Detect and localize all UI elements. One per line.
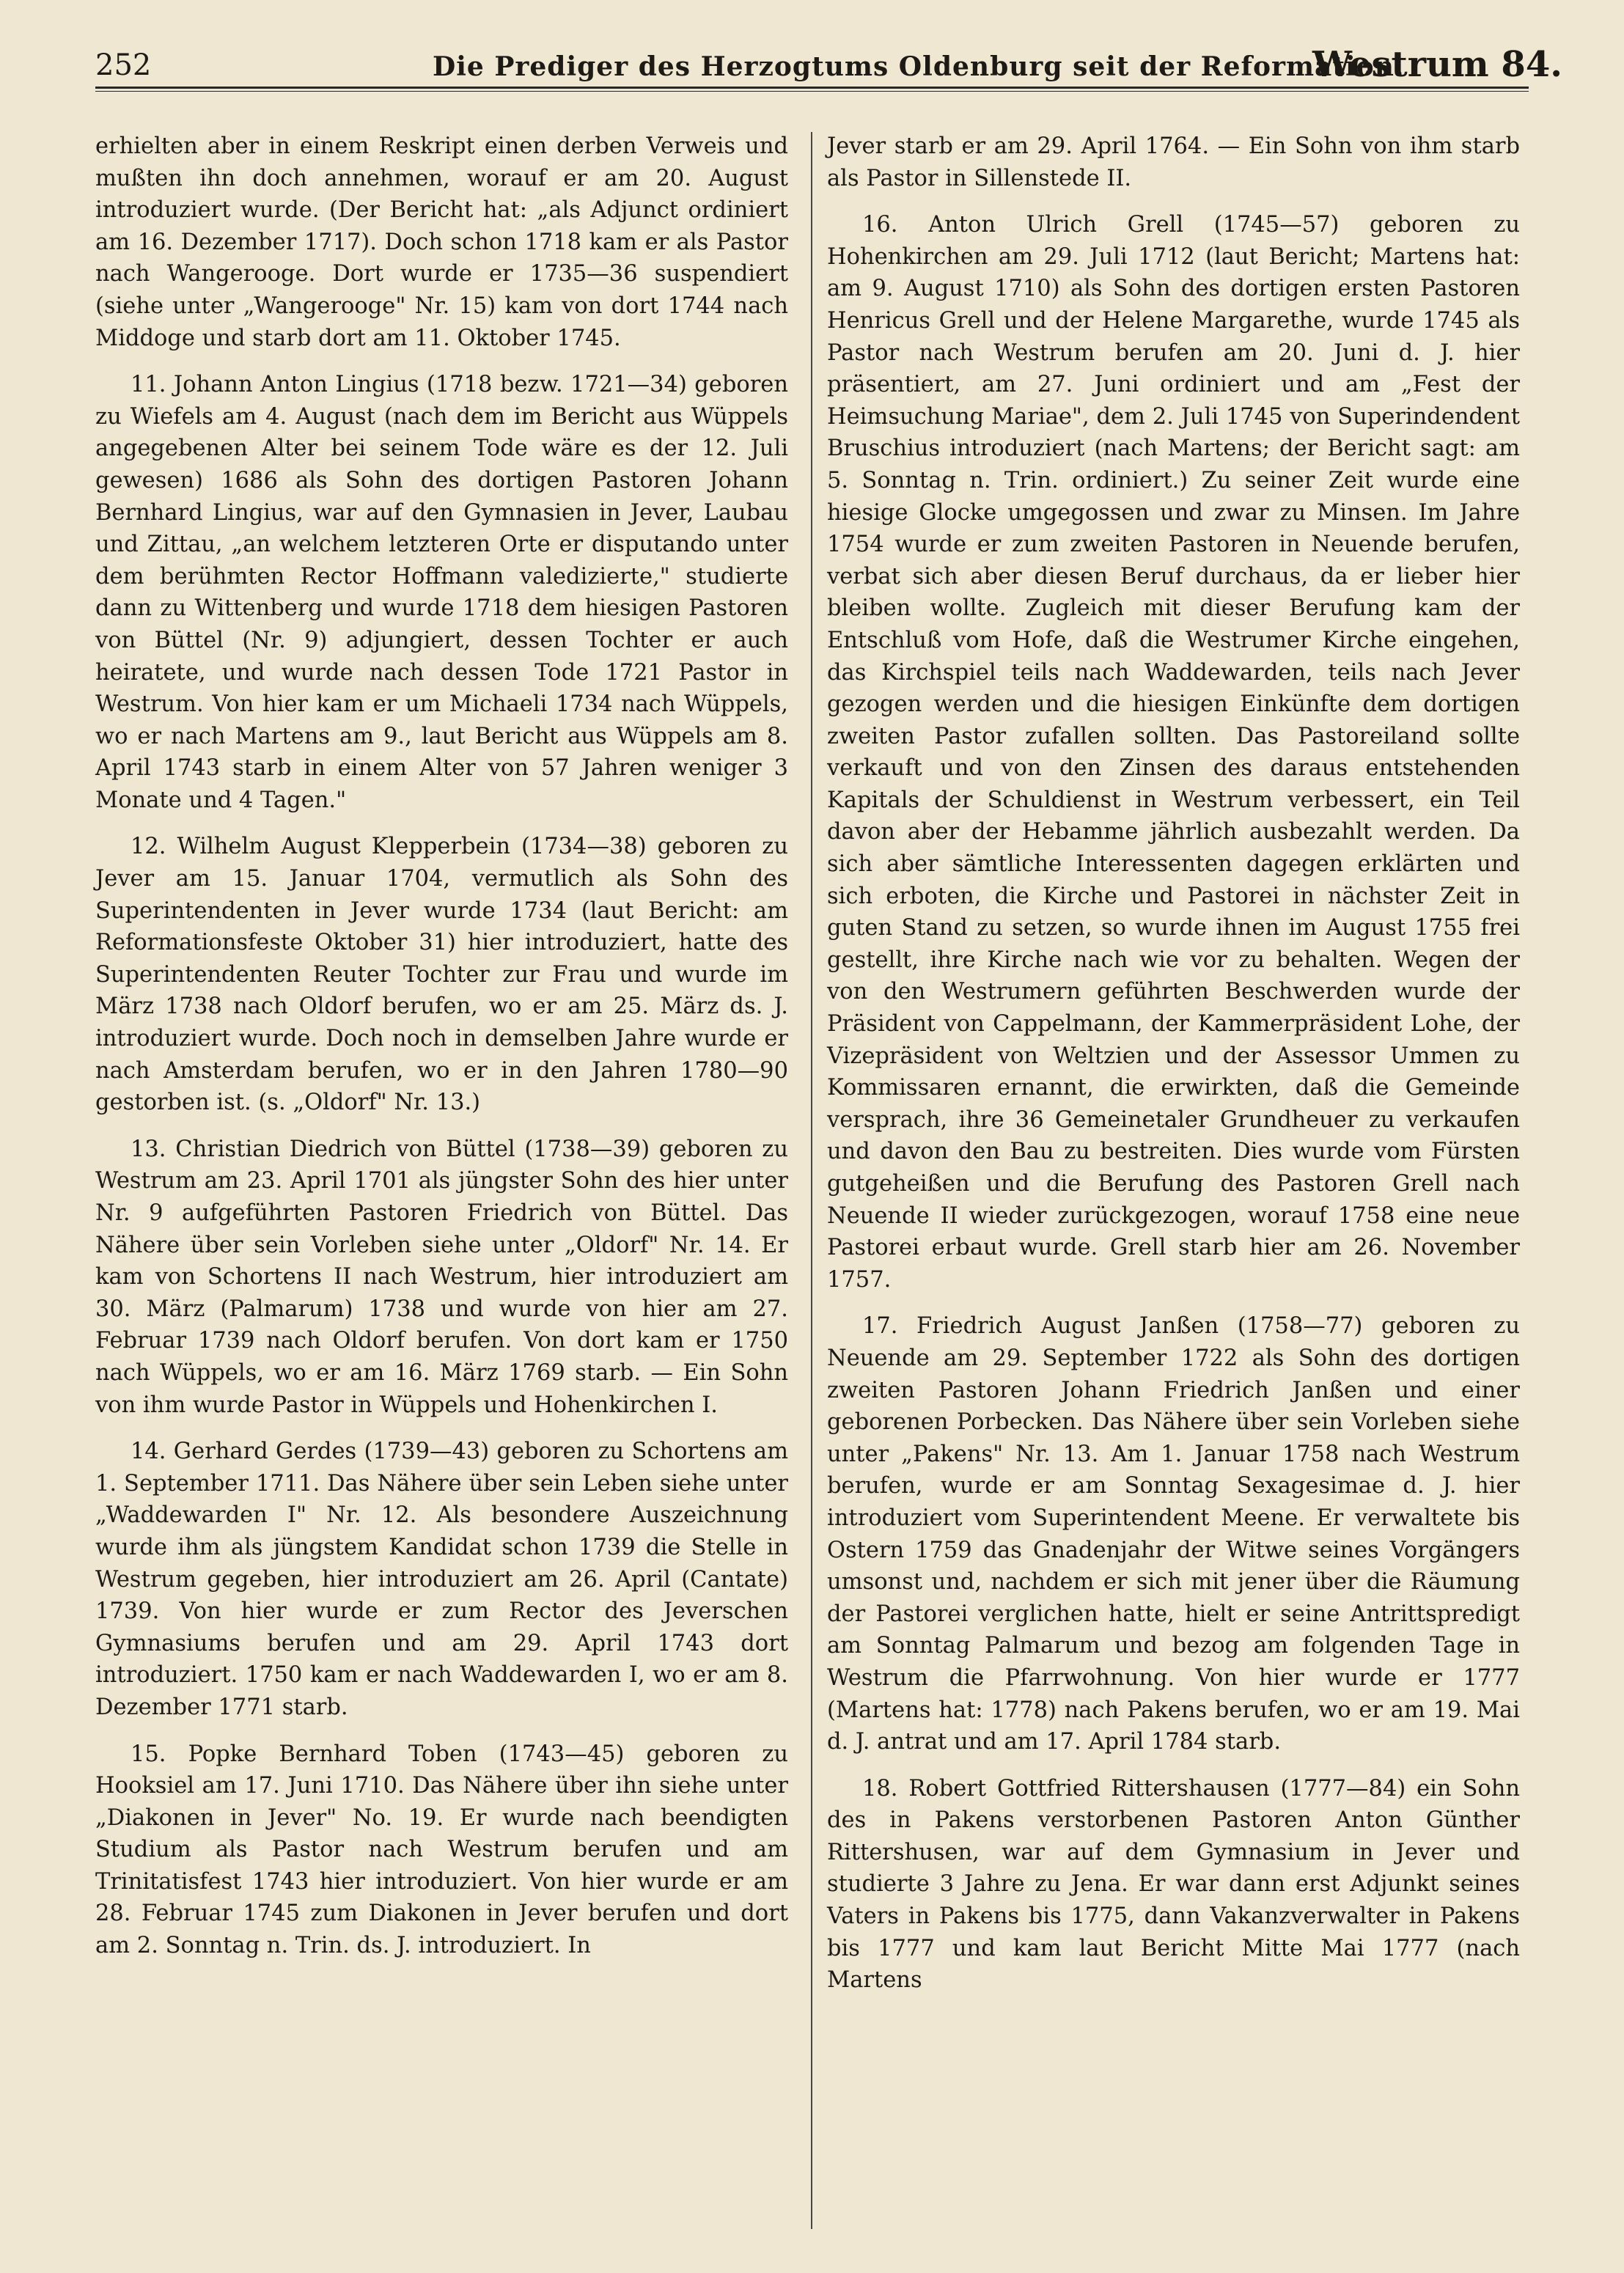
page-number: 252: [95, 48, 152, 82]
right-column: [827, 131, 1520, 1997]
header-rule-thin: [95, 91, 1529, 92]
entry-17: 17. Friedrich August Janßen (1758—77) geboren zu Neuende am 29. September 1722 als Sohn des dortigen zweiten Pastoren Johann Friedrich Janßen und einer geborenen Porbecken. Das Nähere über sein Vorleben siehe unter „Pakens" Nr. 13. Am 1. Januar 1758 nach Westrum berufen, wurde er am Sonntag Sexagesimae d. J. hier introduziert vom Superintendent Meene. Er verwaltete bis Ostern 1759 das Gnadenjahr der Witwe seines Vorgängers umsonst und, nachdem er sich mit jener über die Räumung der Pastorei verglichen hatte, hielt er seine Antrittspredigt am Sonntag Palmarum und bezog am folgenden Tage in Westrum die Pfarrwohnung. Von hier wurde er 1777 (Martens hat: 1778) nach Pakens berufen, wo er am 19. Mai d. J. antrat und am 17. April 1784 starb.: [827, 1313, 1520, 1755]
entry-13: 13. Christian Diedrich von Büttel (1738—39) geboren zu Westrum am 23. April 1701 als jüngster Sohn des hier unter Nr. 9 aufgeführten Pastoren Friedrich von Büttel. Das Nähere über sein Vorleben siehe unter „Oldorf" Nr. 14. Er kam von Schortens II nach Westrum, hier introduziert am 30. März (Palmarum) 1738 und wurde von hier am 27. Februar 1739 nach Oldorf berufen. Von dort kam er 1750 nach Wüppels, wo er am 16. März 1769 starb. — Ein Sohn von ihm wurde Pastor in Wüppels und Hohenkirchen I.: [95, 1136, 788, 1418]
entry-12: 12. Wilhelm August Klepperbein (1734—38) geboren zu Jever am 15. Januar 1704, vermutlich als Sohn des Superintendenten in Jever wurde 1734 (laut Bericht: am Reformationsfeste Oktober 31) hier introduziert, hatte des Superintendenten Reuter Tochter zur Frau und wurde im März 1738 nach Oldorf berufen, wo er am 25. März ds. J. introduziert wurde. Doch noch in demselben Jahre wurde er nach Amsterdam berufen, wo er in den Jahren 1780—90 gestorben ist. (s. „Oldorf" Nr. 13.): [95, 834, 788, 1116]
entry-15: 15. Popke Bernhard Toben (1743—45) geboren zu Hooksiel am 17. Juni 1710. Das Nähere über ihn siehe unter „Diakonen in Jever" No. 19. Er wurde nach beendigten Studium als Pastor nach Westrum berufen und am Trinitatisfest 1743 hier introduziert. Von hier wurde er am 28. Februar 1745 zum Diakonen in Jever berufen und dort am 2. Sonntag n. Trin. ds. J. introduziert. In: [95, 1741, 788, 1959]
entry-14: 14. Gerhard Gerdes (1739—43) geboren zu Schortens am 1. September 1711. Das Nähere über sein Leben siehe unter „Waddewarden I" Nr. 12. Als besondere Auszeichnung wurde ihm als jüngstem Kandidat schon 1739 die Stelle in Westrum gegeben, hier introduziert am 26. April (Cantate) 1739. Von hier wurde er zum Rector des Jeverschen Gymnasiums berufen und am 29. April 1743 dort introduziert. 1750 kam er nach Waddewarden I, wo er am 8. Dezember 1771 starb.: [95, 1439, 788, 1720]
entry-15-continuation: Jever starb er am 29. April 1764. — Ein Sohn von ihm starb als Pastor in Sillenstede II.: [827, 133, 1520, 191]
page-title: Die Prediger des Herzogtums Oldenburg seit der Reformation.: [433, 51, 1405, 82]
left-column: [95, 131, 788, 1962]
entry-11: 11. Johann Anton Lingius (1718 bezw. 1721—34) geboren zu Wiefels am 4. August (nach dem im Bericht aus Wüppels angegebenen Alter bei seinem Tode wäre es der 12. Juli gewesen) 1686 als Sohn des dortigen Pastoren Johann Bernhard Lingius, war auf den Gymnasien in Jever, Laubau und Zittau, „an welchem letzteren Orte er disputando unter dem berühmten Rector Hoffmann valedizierte," studierte dann zu Wittenberg und wurde 1718 dem hiesigen Pastoren von Büttel (Nr. 9) adjungiert, dessen Tochter er auch heiratete, und wurde nach dessen Tode 1721 Pastor in Westrum. Von hier kam er um Michaeli 1734 nach Wüppels, wo er nach Martens am 9., laut Bericht aus Wüppels am 8. April 1743 starb in einem Alter von 57 Jahren weniger 3 Monate und 4 Tagen.": [95, 372, 788, 813]
paragraph-continuation: erhielten aber in einem Reskript einen derben Verweis und mußten ihn doch annehmen, worauf er am 20. August introduziert wurde. (Der Bericht hat: „als Adjunct ordiniert am 16. Dezember 1717). Doch schon 1718 kam er als Pastor nach Wangerooge. Dort wurde er 1735—36 suspendiert (siehe unter „Wangerooge" Nr. 15) kam von dort 1744 nach Middoge und starb dort am 11. Oktober 1745.: [95, 133, 788, 351]
column-separator: [811, 132, 812, 2229]
entry-16: 16. Anton Ulrich Grell (1745—57) geboren zu Hohenkirchen am 29. Juli 1712 (laut Bericht; Martens hat: am 9. August 1710) als Sohn des dortigen ersten Pastoren Henricus Grell und der Helene Margarethe, wurde 1745 als Pastor nach Westrum berufen am 20. Juni d. J. hier präsentiert, am 27. Juni ordiniert und am „Fest der Heimsuchung Mariae", dem 2. Juli 1745 von Superindendent Bruschius introduziert (nach Martens; der Bericht sagt: am 5. Sonntag n. Trin. ordiniert.) Zu seiner Zeit wurde eine hiesige Glocke umgegossen und zwar zu Minsen. Im Jahre 1754 wurde er zum zweiten Pastoren in Neuende berufen, verbat sich aber diesen Beruf durchaus, da er lieber hier bleiben wollte. Zugleich mit dieser Berufung kam der Entschluß vom Hofe, daß die Westrumer Kirche eingehen, das Kirchspiel teils nach Waddewarden, teils nach Jever gezogen werden und die hiesigen Einkünfte dem dortigen zweiten Pastor zufallen sollten. Das Pastoreiland sollte verkauft und von den Zinsen des daraus entstehenden Kapitals der Schuldienst in Westrum verbessert, ein Teil davon aber der Hebamme jährlich ausbezahlt werden. Da sich aber sämtliche Interessenten dagegen erklärten und sich erboten, die Kirche und Pastorei in nächster Zeit in guten Stand zu setzen, so wurde ihnen im August 1755 frei gestellt, ihre Kirche nach wie vor zu behalten. Wegen der von den Westrumern geführten Beschwerden wurde der Präsident von Cappelmann, der Kammerpräsident Lohe, der Vizepräsident von Weltzien und der Assessor Ummen zu Kommissaren ernannt, die erwirkten, daß die Gemeinde versprach, ihre 36 Gemeinetaler Grundheuer zu verkaufen und davon den Bau zu bestreiten. Dies wurde vom Fürsten gutgeheißen und die Berufung des Pastoren Grell nach Neuende II wieder zurückgezogen, worauf 1758 eine neue Pastorei erbaut wurde. Grell starb hier am 26. November 1757.: [827, 212, 1520, 1293]
entry-18: 18. Robert Gottfried Rittershausen (1777—84) ein Sohn des in Pakens verstorbenen Pastoren Anton Günther Rittershusen, war auf dem Gymnasium in Jever und studierte 3 Jahre zu Jena. Er war dann erst Adjunkt seines Vaters in Pakens bis 1775, dann Vakanzverwalter in Pakens bis 1777 und kam laut Bericht Mitte Mai 1777 (nach Martens: [827, 1775, 1520, 1994]
header-rule: [95, 87, 1529, 89]
running-head: Westrum 84.: [1312, 44, 1562, 85]
